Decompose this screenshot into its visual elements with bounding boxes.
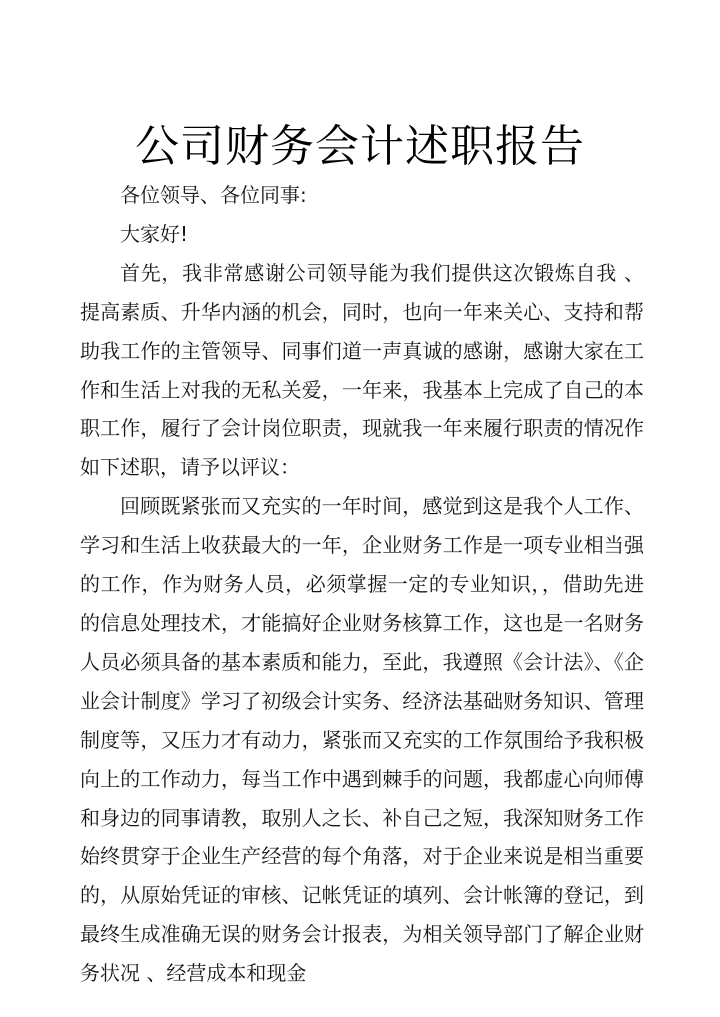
document-title: 公司财务会计述职报告 [135, 121, 585, 173]
greeting: 大家好! [120, 221, 189, 246]
salutation: 各位领导、各位同事: [120, 183, 307, 207]
document-body [80, 176, 644, 993]
paragraph-intro: 首先，我非常感谢公司领导能为我们提供这次锻炼自我 、提高素质、升华内涵的机会，同时，也向一年来关心、支持和帮助我工作的主管领导、同事们道一声真诚的感谢，感谢大家在工作和生活上对我的无私关爱，一年来，我基本上完成了自己的本职工作，履行了会计岗位职责，现就我一年来履行职责的情况作如下述职，请予以评议： [80, 260, 644, 480]
paragraph-review: 回顾既紧张而又充实的一年时间，感觉到这是我个人工作、学习和生活上收获最大的一年，企业财务工作是一项专业相当强的工作，作为财务人员，必须掌握一定的专业知识，，借助先进的信息处理技术，才能搞好企业财务核算工作，这也是一名财务人员必须具备的基本素质和能力，至此，我遵照《会计法》、《企业会计制度》学习了初级会计实务、经济法基础财务知识、管理制度等，又压力才有动力，紧张而又充实的工作氛围给予我积极向上的工作动力，每当工作中遇到棘手的问题，我都虚心向师傅和身边的同事请教，取别人之长、补自己之短，我深知财务工作始终贯穿于企业生产经营的每个角落，对于企业来说是相当重要的，从原始凭证的审核、记帐凭证的填列、会计帐簿的登记，到最终生成准确无误的财务会计报表，为相关领导部门了解企业财务状况 、经营成本和现金 [80, 494, 644, 986]
